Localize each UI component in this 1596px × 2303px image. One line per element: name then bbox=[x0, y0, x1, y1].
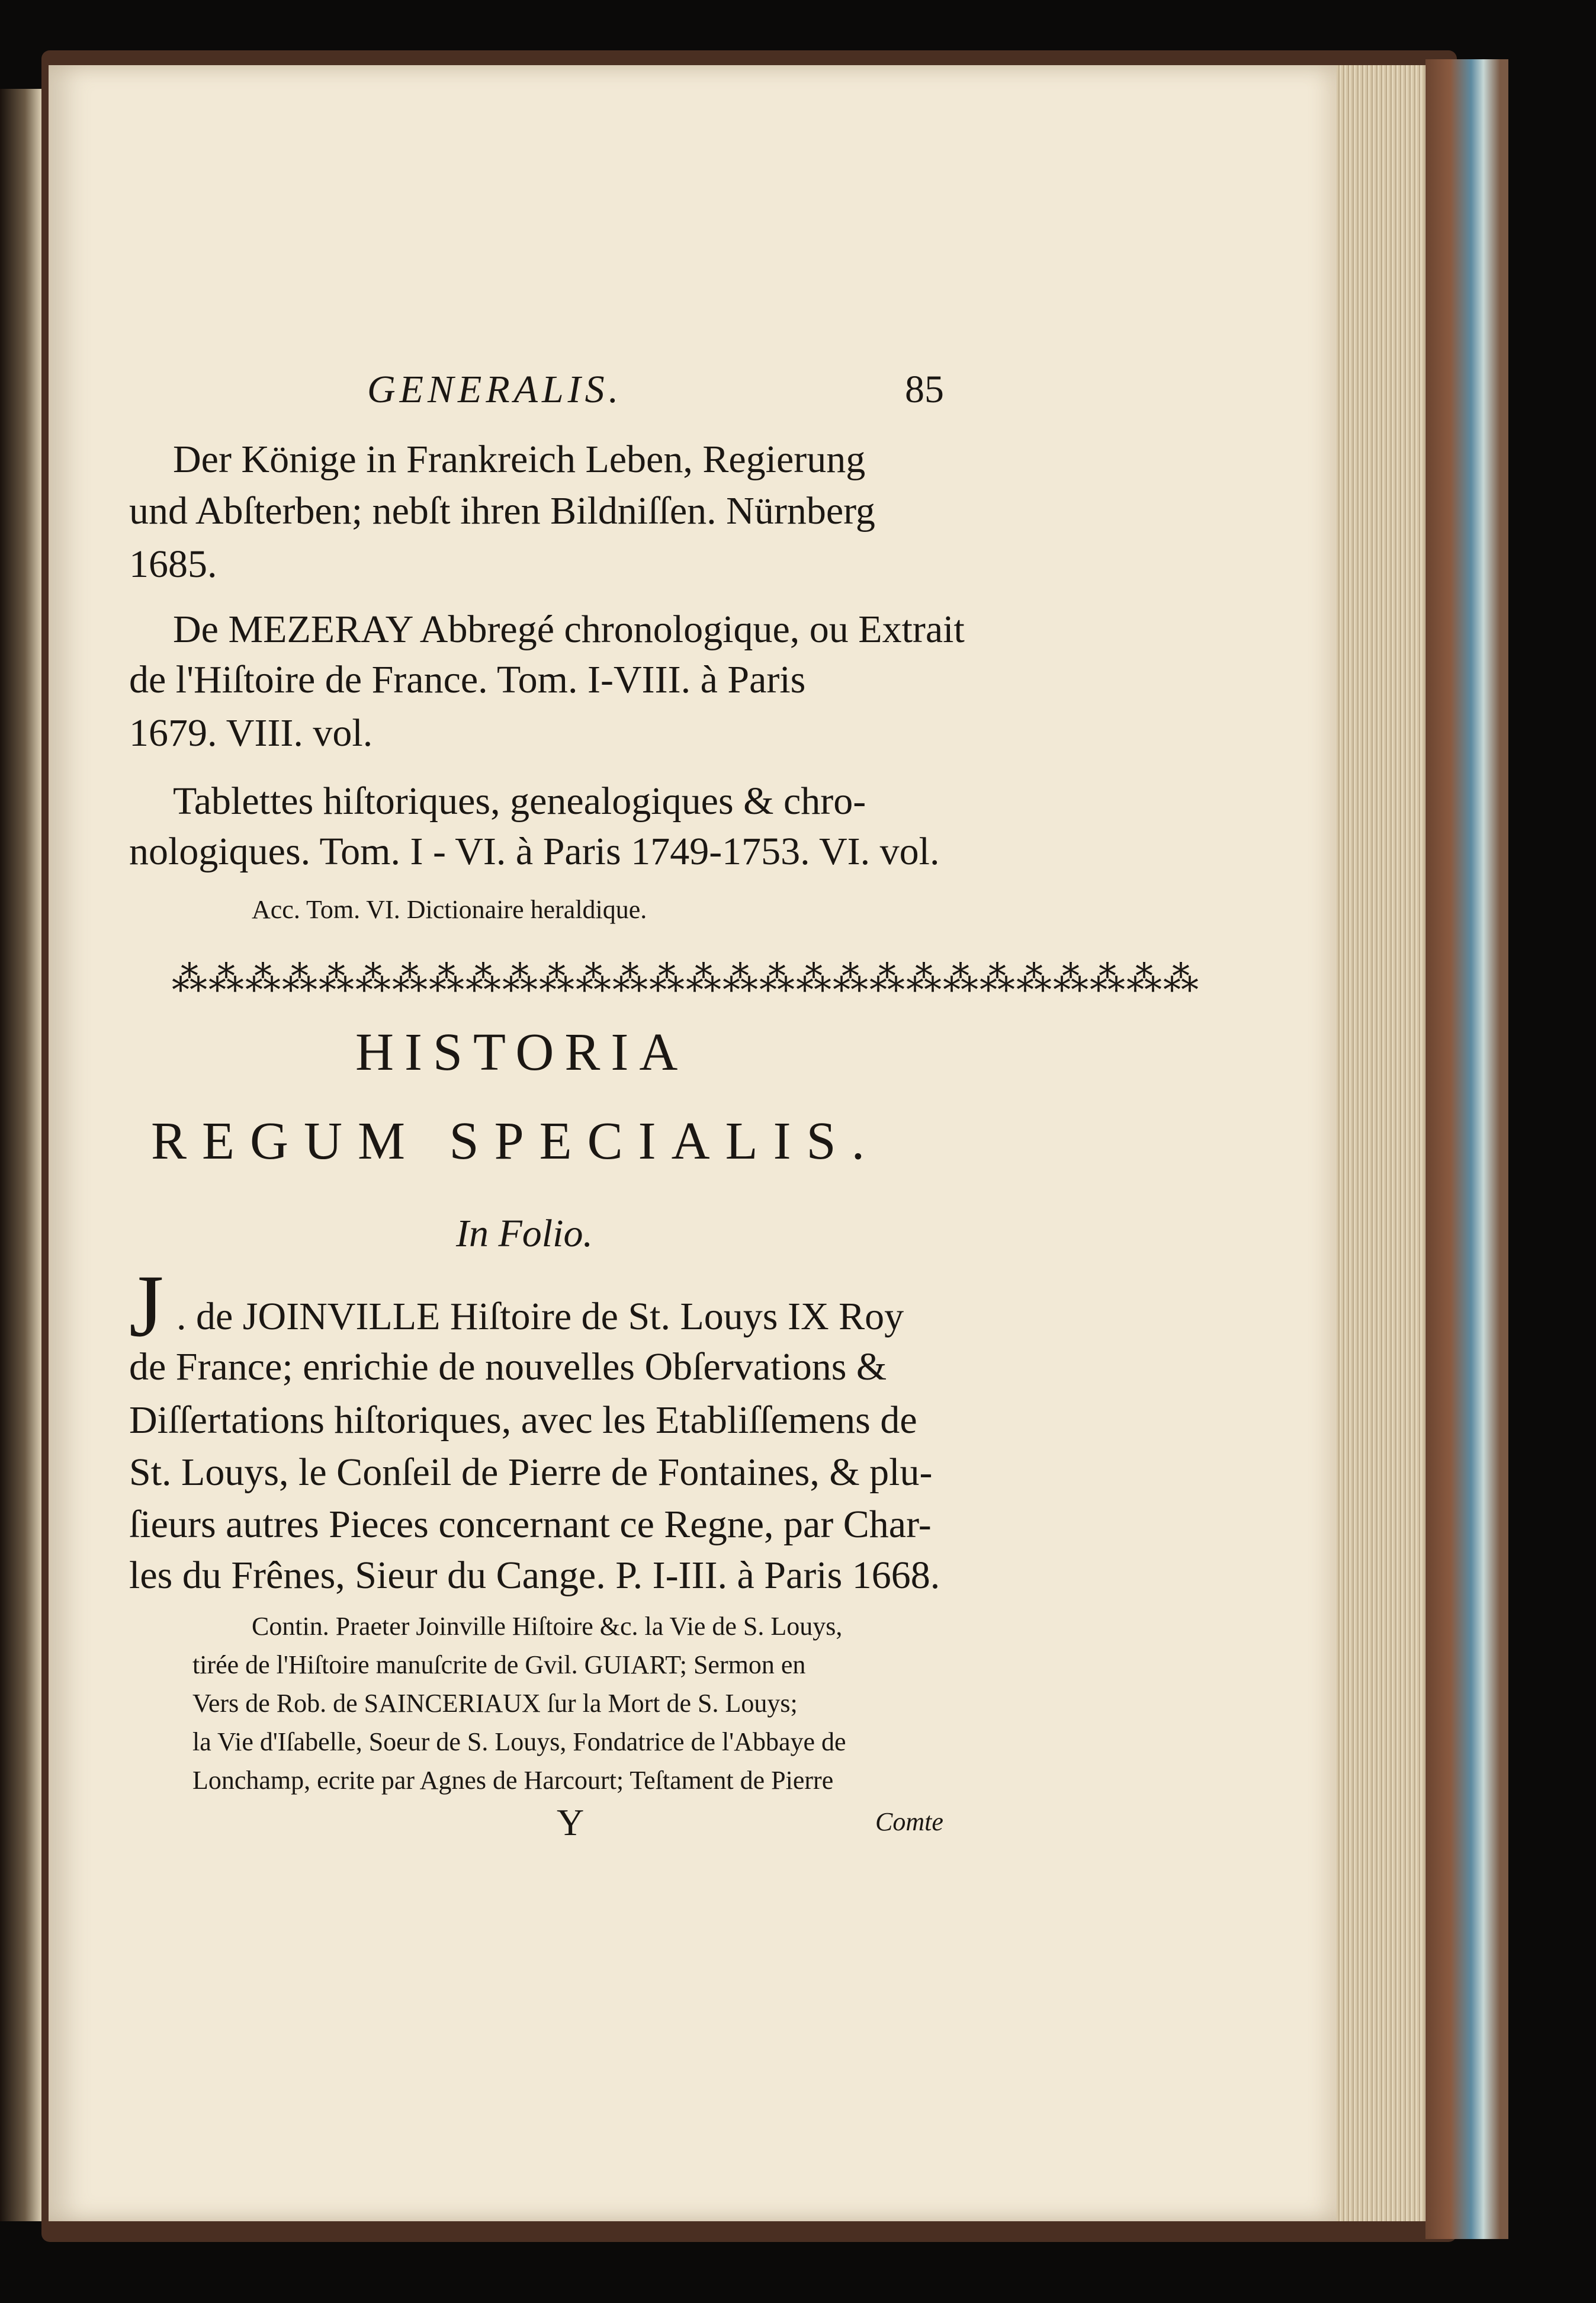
signature-mark: Y bbox=[557, 1801, 585, 1843]
entry3-line2: nologiques. Tom. I - VI. à Paris 1749-1753. VI. vol. bbox=[129, 830, 940, 873]
entry3-line1: Tablettes hiſtoriques, genealogiques & chro- bbox=[173, 780, 866, 823]
catchword: Comte bbox=[875, 1807, 943, 1836]
note-line1: Contin. Praeter Joinville Hiſtoire &c. la Vie de S. Louys, bbox=[252, 1612, 843, 1641]
format-heading: In Folio. bbox=[456, 1212, 593, 1255]
drop-cap: J bbox=[129, 1257, 164, 1355]
page-number: 85 bbox=[905, 368, 944, 411]
main-line1: . de JOINVILLE Hiſtoire de St. Louys IX Roy bbox=[176, 1295, 904, 1338]
main-line6: les du Frênes, Sieur du Cange. P. I-III. à Paris 1668. bbox=[129, 1554, 940, 1597]
note-line2: tirée de l'Hiſtoire manuſcrite de Gvil. GUIART; Sermon en bbox=[192, 1650, 806, 1679]
section-title-line1: HISTORIA bbox=[355, 1023, 689, 1082]
note-line5: Lonchamp, ecrite par Agnes de Harcourt; Teſtament de Pierre bbox=[192, 1766, 834, 1795]
entry2-line2: de l'Hiſtoire de France. Tom. I-VIII. à Paris bbox=[129, 658, 806, 701]
main-line3: Diſſertations hiſtoriques, avec les Etabliſſemens de bbox=[129, 1399, 917, 1442]
entry2-line3: 1679. VIII. vol. bbox=[129, 711, 373, 755]
note-line3: Vers de Rob. de SAINCERIAUX ſur la Mort de S. Louys; bbox=[192, 1689, 798, 1718]
left-page-edge bbox=[0, 89, 41, 2221]
ornamental-rule: ⁂⁂⁂⁂⁂⁂⁂⁂⁂⁂⁂⁂⁂⁂⁂⁂⁂⁂⁂⁂⁂⁂⁂⁂⁂⁂⁂⁂ bbox=[172, 960, 1200, 999]
entry3-note: Acc. Tom. VI. Dictionaire heraldique. bbox=[252, 895, 647, 924]
entry1-line2: und Abſterben; nebſt ihren Bildniſſen. Nürnberg bbox=[129, 489, 875, 533]
running-title: GENERALIS. bbox=[367, 368, 623, 411]
entry2-line1: De MEZERAY Abbregé chronologique, ou Extrait bbox=[173, 608, 965, 651]
page-fore-edge bbox=[1337, 65, 1425, 2221]
main-line2: de France; enrichie de nouvelles Obſervations & bbox=[129, 1345, 887, 1388]
entry1-line1: Der Könige in Frankreich Leben, Regierung bbox=[173, 438, 866, 481]
main-line4: St. Louys, le Conſeil de Pierre de Fontaines, & plu- bbox=[129, 1451, 933, 1494]
entry1-line3: 1685. bbox=[129, 543, 217, 586]
main-line5: ſieurs autres Pieces concernant ce Regne, par Char- bbox=[129, 1503, 932, 1546]
marbled-cover-edge bbox=[1425, 59, 1508, 2239]
section-title-line2: REGUM SPECIALIS. bbox=[151, 1112, 881, 1170]
note-line4: la Vie d'Iſabelle, Soeur de S. Louys, Fondatrice de l'Abbaye de bbox=[192, 1727, 846, 1756]
